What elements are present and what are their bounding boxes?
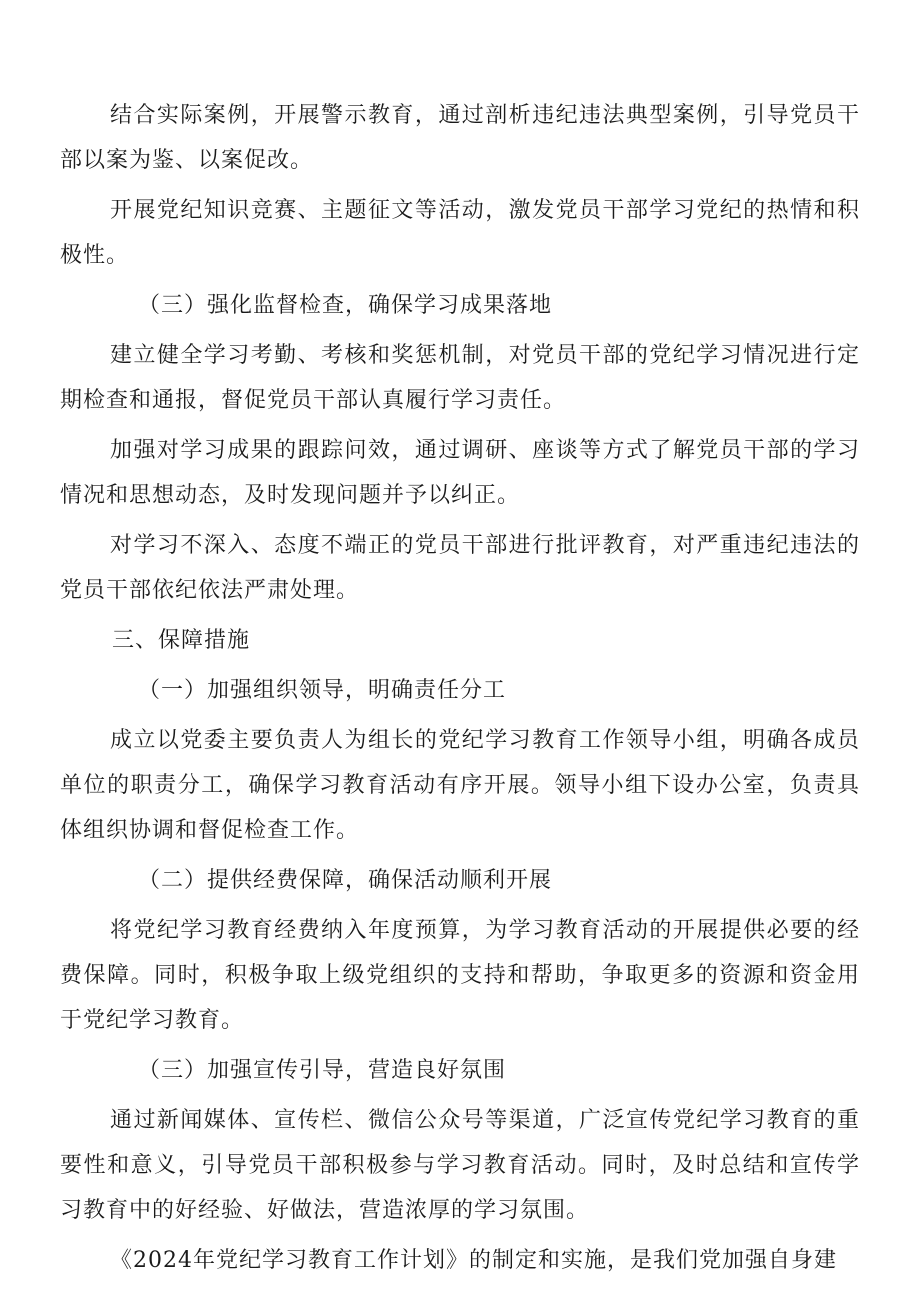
paragraph: 将党纪学习教育经费纳入年度预算，为学习教育活动的开展提供必要的经费保障。同时，积极争取上级党组织的支持和帮助，争取更多的资源和资金用于党纪学习教育。 — [60, 918, 860, 1033]
paragraph: 成立以党委主要负责人为组长的党纪学习教育工作领导小组，明确各成员单位的职责分工，确保学习教育活动有序开展。领导小组下设办公室，负责具体组织协调和督促检查工作。 — [60, 728, 860, 843]
section-heading: 三、保障措施 — [112, 628, 251, 653]
paragraph: 对学习不深入、态度不端正的党员干部进行批评教育，对严重违纪违法的党员干部依纪依法严肃处理。 — [60, 533, 860, 603]
paragraph: 通过新闻媒体、宣传栏、微信公众号等渠道，广泛宣传党纪学习教育的重要性和意义，引导党员干部积极参与学习教育活动。同时，及时总结和宣传学习教育中的好经验、好做法，营造浓厚的学习氛围。 — [60, 1108, 860, 1223]
paragraph: 加强对学习成果的跟踪问效，通过调研、座谈等方式了解党员干部的学习情况和思想动态，及时发现问题并予以纠正。 — [60, 438, 860, 508]
subsection-heading: （一）加强组织领导，明确责任分工 — [138, 678, 507, 703]
subsection-heading: （三）强化监督检查，确保学习成果落地 — [138, 293, 553, 318]
paragraph: 结合实际案例，开展警示教育，通过剖析违纪违法典型案例，引导党员干部以案为鉴、以案促改。 — [60, 103, 860, 173]
document-body — [60, 93, 860, 1283]
subsection-heading: （二）提供经费保障，确保活动顺利开展 — [138, 868, 553, 893]
subsection-heading: （三）加强宣传引导，营造良好氛围 — [138, 1058, 507, 1083]
paragraph: 开展党纪知识竞赛、主题征文等活动，激发党员干部学习党纪的热情和积极性。 — [60, 198, 860, 268]
paragraph: 《2024年党纪学习教育工作计划》的制定和实施，是我们党加强自身建 — [110, 1248, 837, 1273]
paragraph: 建立健全学习考勤、考核和奖惩机制，对党员干部的党纪学习情况进行定期检查和通报，督促党员干部认真履行学习责任。 — [60, 343, 860, 413]
